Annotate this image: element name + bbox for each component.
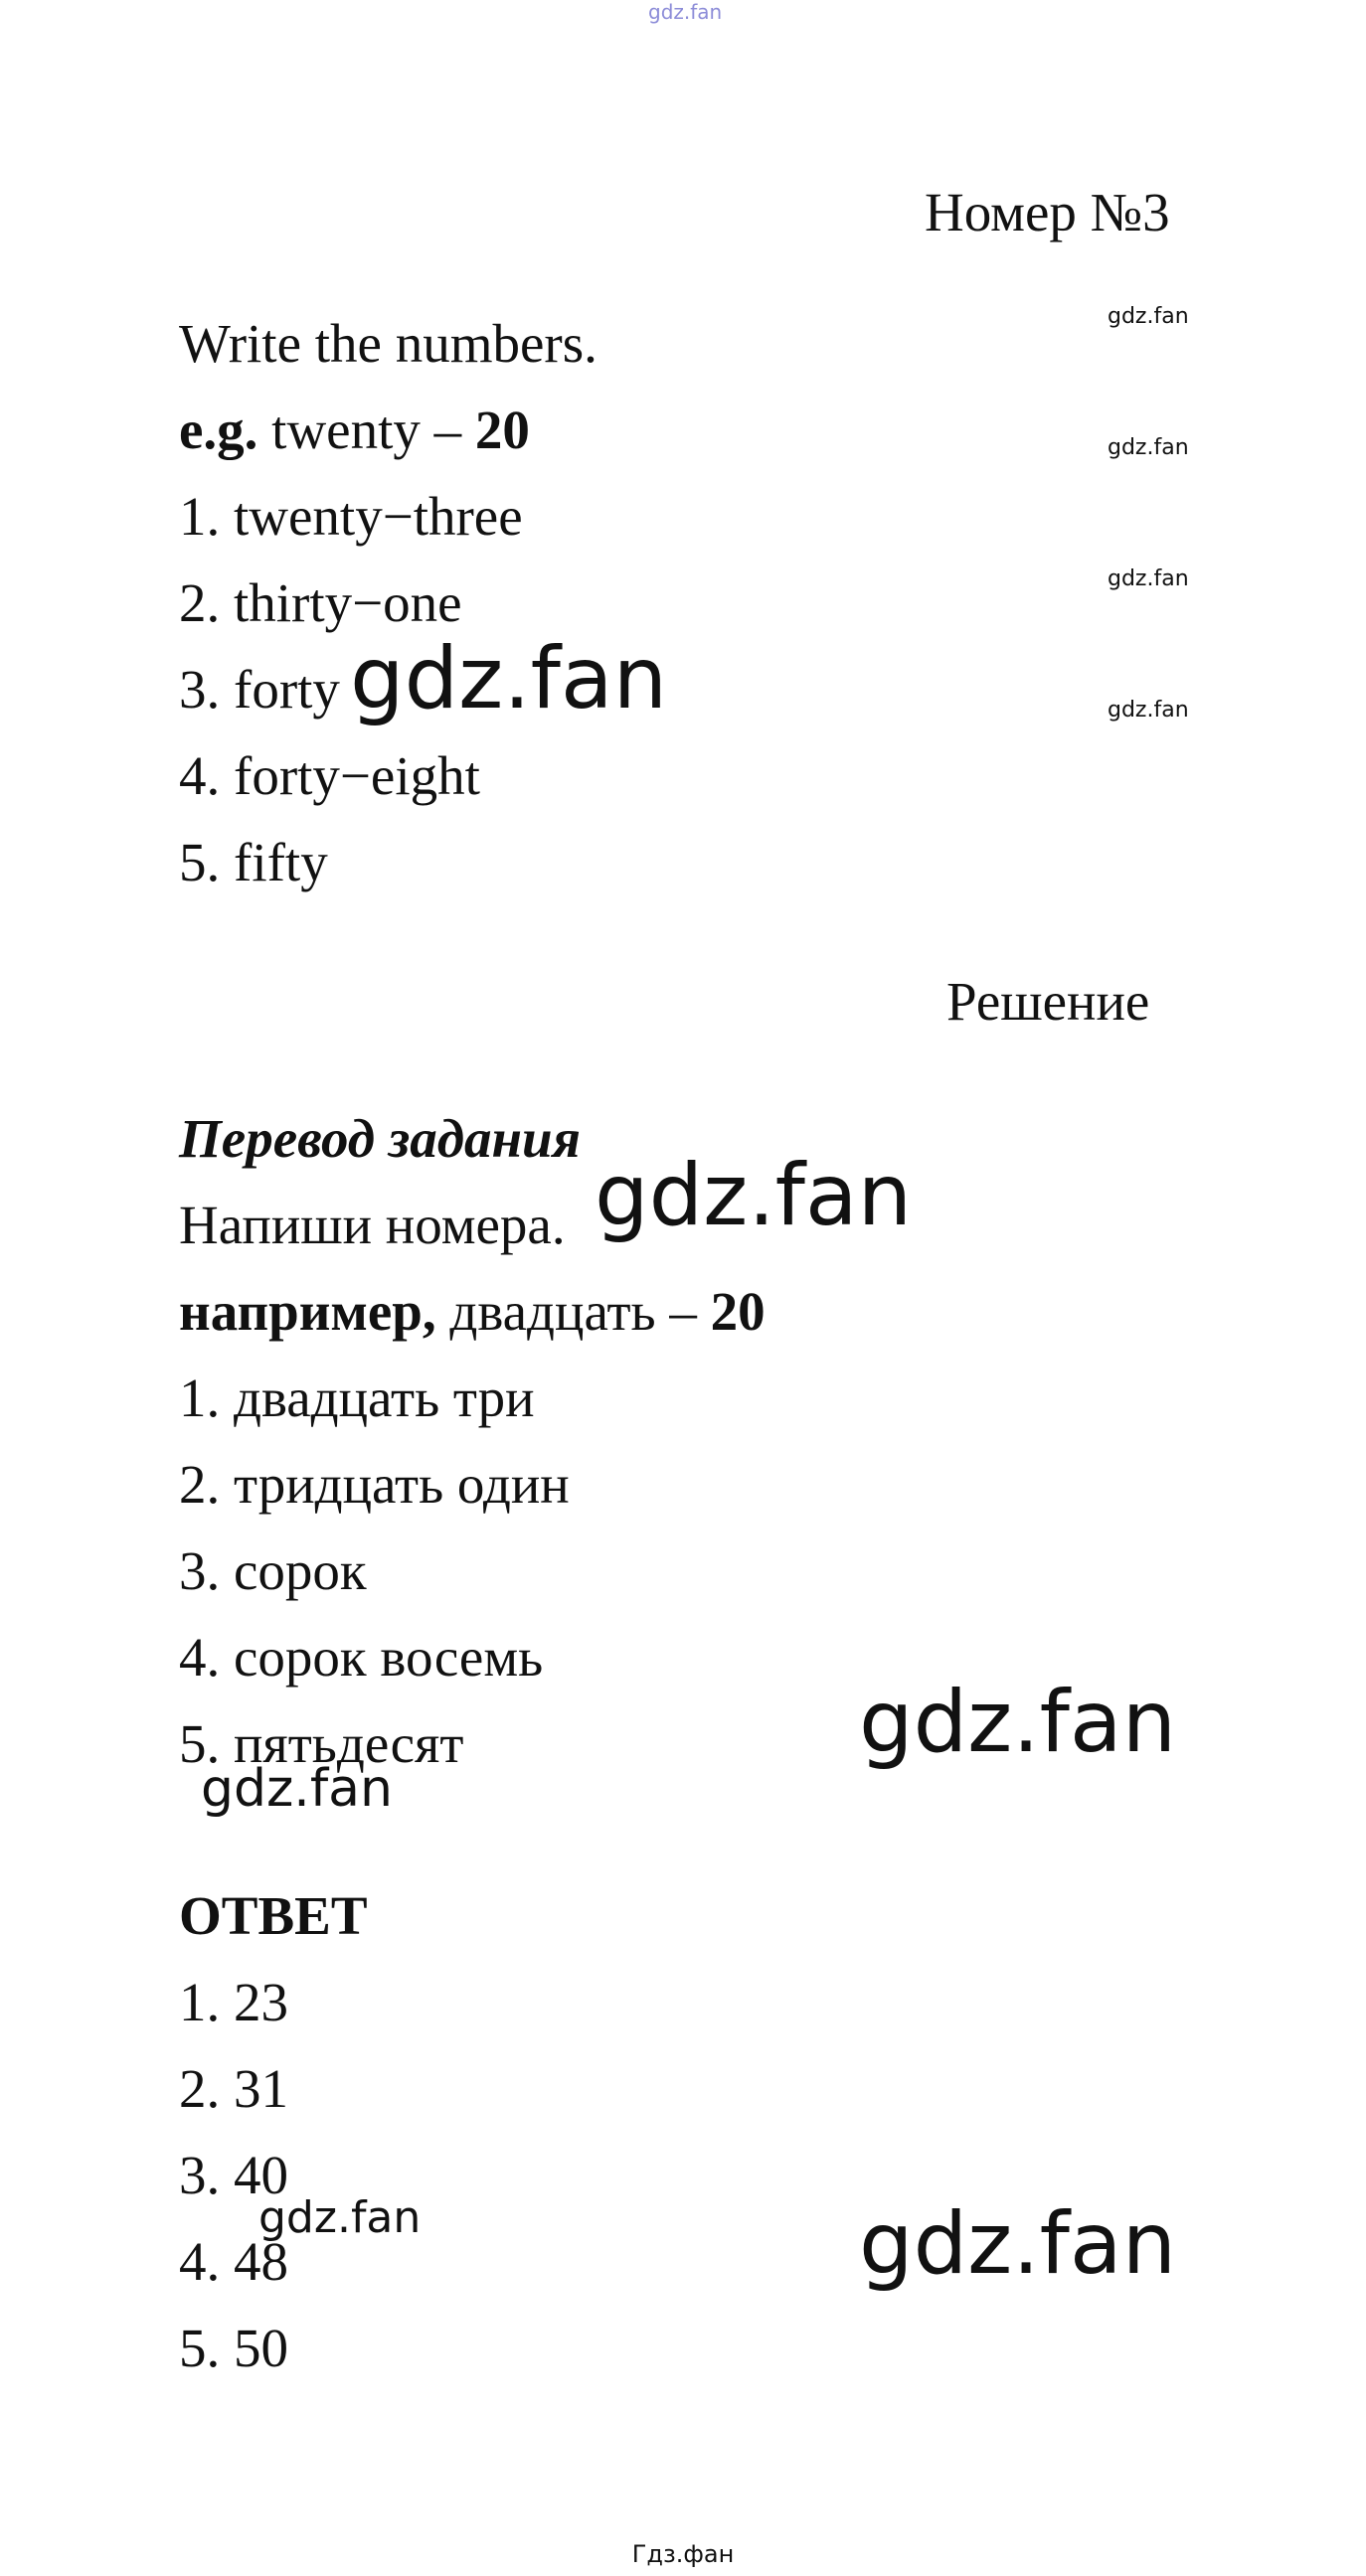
translation-item: 5. пятьдесят (179, 1713, 464, 1774)
translation-example-number: 20 (710, 1281, 766, 1342)
task-example (179, 400, 530, 460)
watermark-large-2: gdz.fan (595, 1146, 913, 1245)
watermark-large-3: gdz.fan (859, 1673, 1177, 1772)
top-watermark: gdz.fan (648, 0, 723, 24)
answer-item: 1. 23 (179, 1972, 288, 2032)
answer-item: 3. 40 (179, 2145, 288, 2205)
task-item: 3. forty (179, 659, 340, 720)
task-item: 1. twenty−three (179, 486, 523, 547)
example-prefix: e.g. (179, 400, 258, 460)
task-item: 4. forty−eight (179, 745, 480, 806)
watermark-small-3: gdz.fan (1108, 566, 1189, 591)
translation-item: 1. двадцать три (179, 1368, 535, 1428)
footer-text: Гдз.фан (631, 2540, 735, 2568)
translation-example (179, 1281, 766, 1342)
answer-item: 5. 50 (179, 2318, 288, 2378)
answer-heading: ОТВЕТ (179, 1885, 368, 1946)
solution-heading: Решение (946, 971, 1150, 1032)
translation-example-word: двадцать – (435, 1281, 711, 1342)
translation-item: 2. тридцать один (179, 1454, 570, 1515)
example-number: 20 (474, 400, 530, 460)
translation-item: 4. сорок восемь (179, 1627, 544, 1688)
watermark-large-5: gdz.fan (258, 2192, 422, 2243)
page-title: Номер №3 (925, 182, 1170, 242)
answer-item: 2. 31 (179, 2058, 288, 2119)
translation-heading: Перевод задания (179, 1108, 581, 1169)
watermark-small-4: gdz.fan (1108, 698, 1189, 723)
watermark-large-4: gdz.fan (201, 1759, 393, 1819)
task-item: 5. fifty (179, 832, 328, 892)
example-word: twenty – (257, 400, 475, 460)
task-item: 2. thirty−one (179, 572, 462, 633)
translation-example-prefix: например, (179, 1281, 436, 1342)
task-instruction: Write the numbers. (179, 313, 598, 374)
watermark-small-2: gdz.fan (1108, 435, 1189, 460)
translation-item: 3. сорок (179, 1540, 367, 1601)
answer-item: 4. 48 (179, 2231, 288, 2292)
watermark-large-1: gdz.fan (350, 629, 668, 728)
watermark-large-6: gdz.fan (859, 2194, 1177, 2294)
watermark-small-1: gdz.fan (1108, 304, 1189, 329)
translation-instruction: Напиши номера. (179, 1195, 566, 1255)
